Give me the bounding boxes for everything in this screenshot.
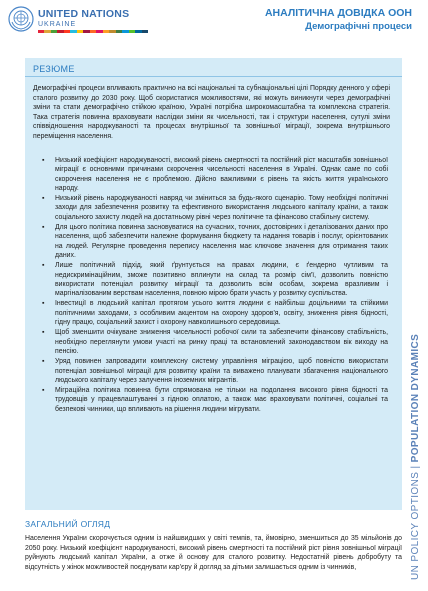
- sdg-color-bar: [38, 30, 148, 33]
- summary-bullet: ▪ Лише політичний підхід, який ґрунтується на правах людини, є ґендерно чутливим та недискримінаційним, зможе позитивно вплинути на склад та розмір сім'ї, дозволить повністю використати потенціал розвитку міграції та дозволить всім особам, зокрема вразливим і маргіналізованим верствам населення, повною мірою брати участь у розвитку суспільства.: [55, 261, 388, 298]
- doc-subtitle: Демографічні процеси: [305, 21, 412, 32]
- summary-bullet: ▪ Низький рівень народжуваності навряд чи зміниться за будь-якого сценарію. Тому необхідні політичні заходи для забезпечення розвитку та ефективного використання людського капіталу країни, а також соціального захисту людей на достатньому рівні через політичне та фінансово стабільну систему.: [55, 194, 388, 222]
- summary-bullet: ▪ Міграційна політика повинна бути спрямована не тільки на подолання високого рівня бідності та трудовщів у працевлаштуванні з гідною оплатою, а також має враховувати політичні, соціальні та безпекові чинники, що впливають на рішення людини мігрувати.: [55, 386, 388, 414]
- series-topic: POPULATION DYNAMICS: [410, 333, 421, 463]
- summary-box: [25, 58, 402, 510]
- summary-bullet: ▪ Інвестиції в людський капітал протягом усього життя людини є найбільш доцільними та стійкими політичними заходами, з особливим акцентом на охорону здоров'я, освіту, зниження рівня бідності, гідну працю, соціальний захист і охорону навколишнього середовища.: [55, 299, 388, 327]
- summary-bullet: ▪ Для цього політика повинна засновуватися на сучасних, точних, достовірних і деталізованих даних про населення, щоб забезпечити належне формування бюджету та надання товарів і послуг, орієнтованих на людей. Регулярне проведення перепису населення має ключове значення для отримання таких даних.: [55, 223, 388, 260]
- summary-bullet: ▪ Щоб зменшити очікуване зниження чисельності робочої сили та забезпечити фінансову стабільність, необхідно переглянути умови участі на ринку праці та встановлений законодавством вік виходу на пенсію.: [55, 328, 388, 356]
- summary-intro: Демографічні процеси впливають практично на всі національні та субнаціональні цілі Порядку денного у сфері сталого розвитку до 2030 року. Щоб скористатися можливостями, які можуть виникнути через демографічні зміни та стати демографічно стійкою країною, Україні потрібна широкомасштабна та комплексна стратегія. Така стратегія повинна враховувати наслідки зміни як чисельності, так і структури населення, сутулі зміни співвідношення народжуваності та процесах внутрішньої та зовнішньої міграції, зокрема внутрішнього переміщення населення.: [33, 85, 390, 140]
- overview-heading: ЗАГАЛЬНИЙ ОГЛЯД: [25, 519, 111, 529]
- summary-bullet: ▪ Низький коефіцієнт народжуваності, високий рівень смертності та постійний ріст масштабів зовнішньої міграції є основними причинами скорочення чисельності населення в Україні. Однак саме по собі скорочення населення не є проблемою. Дійсно важливими є рівень та якість життя українського народу.: [55, 156, 388, 193]
- summary-divider: [25, 76, 402, 77]
- doc-title: АНАЛІТИЧНА ДОВІДКА ООН: [264, 7, 412, 19]
- overview-text: Населення України скорочується одним із найшвидших у світі темпів, та, ймовірно, зменшиться до 35 мільйонів до 2050 року. Низький коефіцієнт народжуваності, високий рівень смертності та постійний ріст рівня зовнішньої міграції руйнують людський капітал України, а отже й основу для сталого розвитку. Недостатній рівень добробуту та відсутність у жінок можливостей поєднувати кар'єру й догляд за дітьми залишається одним із чинників,: [25, 535, 402, 571]
- summary-bullet: ▪ Уряд повинен запровадити комплексну систему управління міграцією, щоб повністю використати потенціал зовнішньої міграції для розвитку країни та виважено планувати збагачення національного людського капіталу через залучення іноземних мігрантів.: [55, 357, 388, 385]
- summary-bullet-list: [33, 156, 388, 415]
- side-series-label: [403, 180, 428, 580]
- series-name: UN POLICY OPTIONS |: [410, 462, 421, 580]
- sdg-color-segment: [142, 30, 148, 33]
- organization-name: [38, 8, 129, 29]
- org-name: UNITED NATIONS: [38, 8, 130, 20]
- document-title: [265, 7, 412, 33]
- un-emblem-icon: [8, 6, 34, 32]
- summary-heading: РЕЗЮМЕ: [33, 64, 75, 74]
- org-country: UKRAINE: [38, 21, 77, 28]
